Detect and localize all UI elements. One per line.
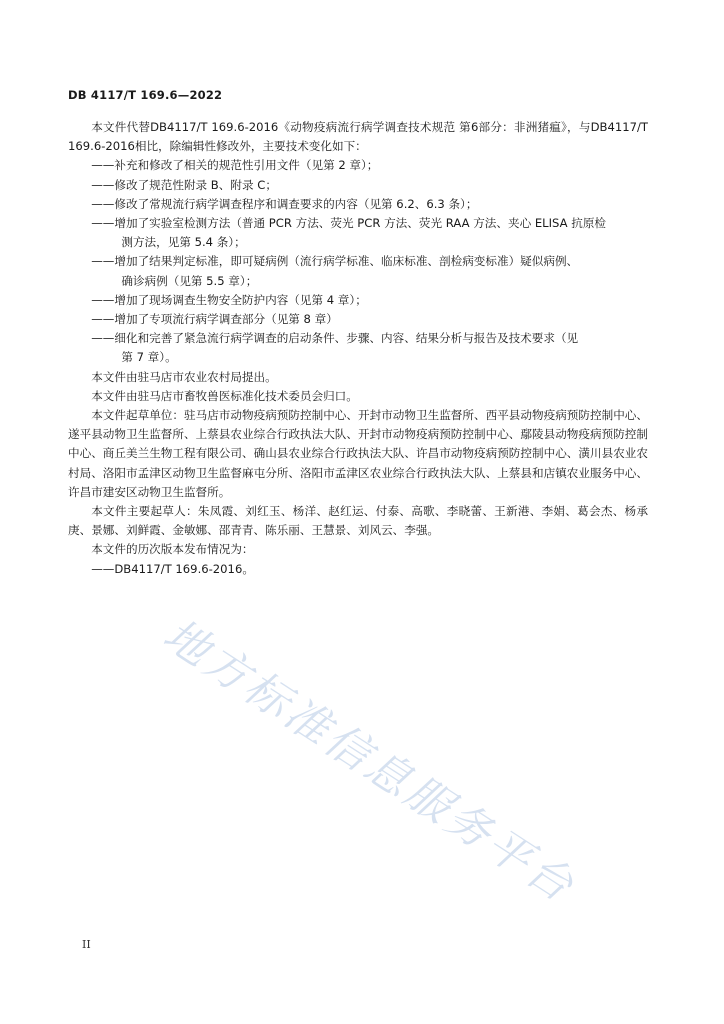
foreword-body [68, 118, 648, 579]
changes-list [68, 156, 648, 367]
change-item: ——增加了现场调查生物安全防护内容（见第 4 章）； [91, 292, 367, 307]
change-item: ——补充和修改了相关的规范性引用文件（见第 2 章）； [91, 158, 379, 173]
change-item: ——修改了规范性附录 B、附录 C； [91, 177, 277, 192]
version-history-title: 本文件的历次版本发布情况为： [91, 542, 254, 557]
centralized-by: 本文件由驻马店市畜牧兽医标准化技术委员会归口。 [91, 388, 358, 403]
change-item: ——增加了结果判定标准，即可疑病例（流行病学标准、临床标准、剖检病变标准）疑似病例、 确诊病例（见第 5.5 章）； [91, 254, 579, 288]
version-history-item: ——DB4117/T 169.6-2016。 [91, 561, 254, 576]
replacement-statement: 本文件代替DB4117/T 169.6-2016《动物疫病流行病学调查技术规范 第6部分：非洲猪瘟》，与DB4117/T 169.6-2016相比，除编辑性修改外，主要技术变化如下： [68, 120, 648, 154]
change-item: ——细化和完善了紧急流行病学调查的启动条件、步骤、内容、结果分析与报告及技术要求（见 第 7 章）。 [91, 331, 579, 365]
change-item: ——修改了常规流行病学调查程序和调查要求的内容（见第 6.2、6.3 条）； [91, 196, 478, 211]
drafting-units: 本文件起草单位：驻马店市动物疫病预防控制中心、开封市动物卫生监督所、西平县动物疫病预防控制中心、遂平县动物卫生监督所、上蔡县农业综合行政执法大队、开封市动物疫病预防控制中心、鄢陵县动物疫病预防控制中心、商丘美兰生物工程有限公司、确山县农业综合行政执法大队、许昌市动物疫病预防控制中心、潢川县农业农村局、洛阳市孟津区动物卫生监督麻屯分所、洛阳市孟津区农业综合行政执法大队、上蔡县和店镇农业服务中心、许昌市建安区动物卫生监督所。 [68, 408, 648, 499]
change-item: ——增加了专项流行病学调查部分（见第 8 章） [91, 312, 338, 327]
page-number: II [82, 938, 91, 951]
document-code-header: DB 4117/T 169.6—2022 [68, 88, 223, 102]
proposed-by: 本文件由驻马店市农业农村局提出。 [91, 369, 277, 384]
watermark: 地方标准信息服务平台 [154, 609, 585, 914]
main-drafters: 本文件主要起草人：朱凤霞、刘红玉、杨洋、赵红运、付泰、高歌、李晓蕾、王新港、李娟、葛会杰、杨承庚、景娜、刘鲜霞、金敏娜、邵青青、陈乐丽、王慧景、刘风云、李强。 [68, 504, 648, 538]
change-item: ——增加了实验室检测方法（普通 PCR 方法、荧光 PCR 方法、荧光 RAA 方法、夹心 ELISA 抗原检 测方法，见第 5.4 条）； [91, 216, 607, 250]
